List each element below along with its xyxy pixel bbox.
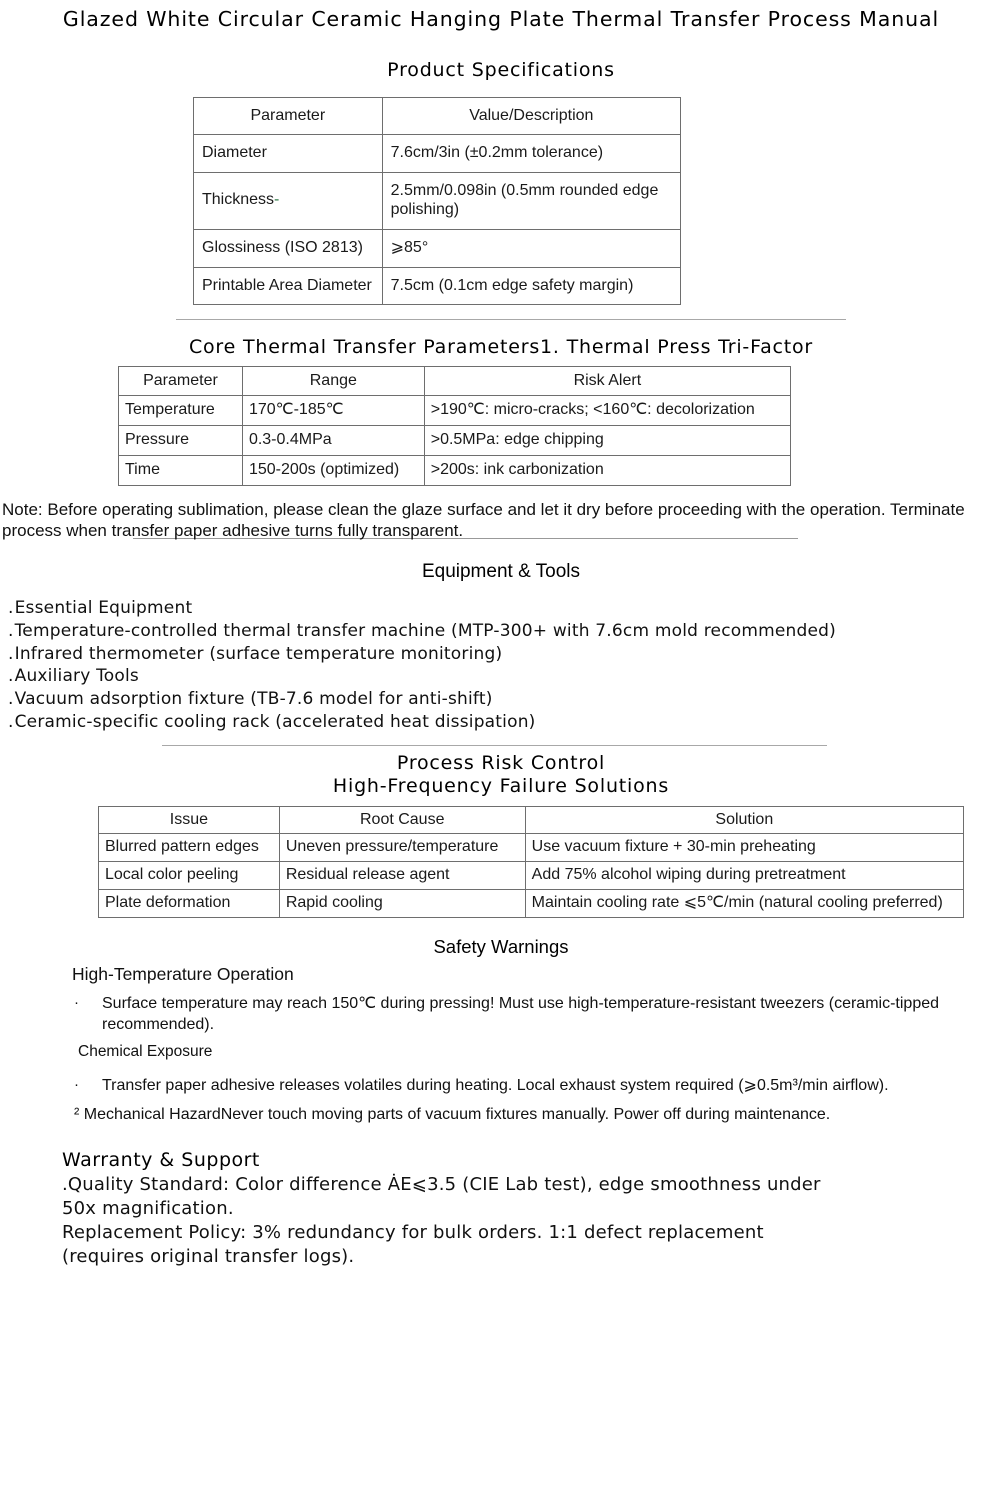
list-item: . Ceramic-specific cooling rack (accelerated heat dissipation): [8, 711, 1002, 734]
cell-solution: Maintain cooling rate ⩽5℃/min (natural cooling preferred): [525, 889, 963, 917]
cell-value: ⩾85°: [382, 229, 680, 267]
column-header: Range: [242, 367, 424, 396]
core-parameters-heading: Core Thermal Transfer Parameters1. Thermal Press Tri-Factor: [188, 336, 814, 359]
cell-parameter: Temperature: [119, 396, 243, 426]
section-risk-control: [0, 752, 1002, 918]
cell-parameter: Thickness-: [194, 172, 383, 229]
safety-bullet: [0, 1075, 1002, 1096]
table-row: [194, 172, 681, 229]
cell-risk: >200s: ink carbonization: [424, 456, 790, 486]
list-item: . Temperature-controlled thermal transfer machine (MTP-300+ with 7.6cm mold recommended): [8, 620, 1002, 643]
cell-range: 150-200s (optimized): [242, 456, 424, 486]
cell-range: 170℃-185℃: [242, 396, 424, 426]
document-title: Glazed White Circular Ceramic Hanging Plate Thermal Transfer Process Manual: [62, 7, 940, 31]
safety-continuation-text: ² Mechanical HazardNever touch moving parts of vacuum fixtures manually. Power off during maintenance.: [74, 1106, 831, 1124]
cell-value: 7.5cm (0.1cm edge safety margin): [382, 267, 680, 305]
cell-parameter: Printable Area Diameter: [194, 267, 383, 305]
bullet-icon: ·: [74, 993, 79, 1011]
table-row: [99, 862, 964, 890]
safety-bullet-text: Surface temperature may reach 150℃ during pressing! Must use high-temperature-resistant tweezers (ceramic-tipped recommended).: [102, 994, 940, 1033]
table-row: [119, 396, 791, 426]
equipment-list: [0, 597, 1002, 733]
cell-solution: Use vacuum fixture + 30-min preheating: [525, 834, 963, 862]
failure-solutions-table: [98, 806, 964, 918]
warranty-line: Replacement Policy: 3% redundancy for bulk orders. 1:1 defect replacement: [62, 1222, 764, 1244]
safety-group-label-high-temperature: High-Temperature Operation: [72, 963, 294, 984]
cell-solution: Add 75% alcohol wiping during pretreatment: [525, 862, 963, 890]
safety-heading: Safety Warnings: [433, 935, 569, 957]
cell-range: 0.3-0.4MPa: [242, 426, 424, 456]
section-warranty: [0, 1149, 1002, 1269]
list-item: . Infrared thermometer (surface temperature monitoring): [8, 643, 1002, 666]
equipment-heading: Equipment & Tools: [421, 561, 581, 583]
warranty-line: (requires original transfer logs).: [62, 1246, 355, 1267]
table-row: [194, 229, 681, 267]
column-header: Root Cause: [279, 807, 525, 834]
table-header-row: [119, 367, 791, 396]
warranty-line: .Quality Standard: Color difference ȦE⩽3.5 (CIE Lab test), edge smoothness under: [62, 1174, 821, 1196]
cell-parameter: Diameter: [194, 135, 383, 173]
specifications-table: [193, 97, 681, 305]
bullet-icon: ·: [74, 1075, 79, 1093]
cell-parameter: Pressure: [119, 426, 243, 456]
specifications-heading: Product Specifications: [387, 59, 615, 81]
cell-root-cause: Residual release agent: [279, 862, 525, 890]
safety-continuation: [0, 1104, 1002, 1125]
section-equipment: [0, 561, 1002, 746]
table-row: [119, 426, 791, 456]
section-safety: [0, 936, 1002, 1125]
cell-root-cause: Rapid cooling: [279, 889, 525, 917]
safety-bullet-text: Transfer paper adhesive releases volatiles during heating. Local exhaust system required (⩾0.5m³/min airflow).: [102, 1076, 889, 1094]
section-specifications: [0, 59, 1002, 320]
cell-risk: >190℃: micro-cracks; <160℃: decolorization: [424, 396, 790, 426]
cell-risk: >0.5MPa: edge chipping: [424, 426, 790, 456]
cell-parameter: Time: [119, 456, 243, 486]
table-row: [99, 834, 964, 862]
column-header: Value/Description: [382, 98, 680, 135]
list-item: . Auxiliary Tools: [8, 665, 1002, 688]
column-header: Parameter: [194, 98, 383, 135]
stray-mark: -: [274, 191, 280, 209]
cell-issue: Blurred pattern edges: [99, 834, 280, 862]
cell-issue: Plate deformation: [99, 889, 280, 917]
table-row: [99, 889, 964, 917]
column-header: Solution: [525, 807, 963, 834]
risk-control-subheading: High-Frequency Failure Solutions: [332, 775, 670, 798]
warranty-line: 50x magnification.: [62, 1198, 234, 1220]
table-row: [194, 135, 681, 173]
table-row: [194, 267, 681, 305]
safety-bullet: [0, 993, 1002, 1035]
cell-issue: Local color peeling: [99, 862, 280, 890]
section-divider: [162, 745, 827, 746]
cell-parameter: Glossiness (ISO 2813): [194, 229, 383, 267]
list-item: . Vacuum adsorption fixture (TB-7.6 model for anti-shift): [8, 688, 1002, 711]
section-divider: [176, 319, 846, 320]
section-core-parameters: [0, 336, 1002, 539]
column-header: Issue: [99, 807, 280, 834]
document-page: [0, 4, 1002, 1504]
cell-value: 2.5mm/0.098in (0.5mm rounded edge polishing): [382, 172, 680, 229]
table-header-row: [99, 807, 964, 834]
table-header-row: [194, 98, 681, 135]
risk-control-heading: Process Risk Control: [396, 752, 606, 775]
column-header: Parameter: [119, 367, 243, 396]
cell-root-cause: Uneven pressure/temperature: [279, 834, 525, 862]
table-row: [119, 456, 791, 486]
warranty-heading: Warranty & Support: [62, 1149, 260, 1172]
column-header: Risk Alert: [424, 367, 790, 396]
list-item: . Essential Equipment: [8, 597, 1002, 620]
core-parameters-note: Note: Before operating sublimation, please clean the glaze surface and let it dry before proceeding with the operation. Terminate process when transfer paper adhesive turns fully transparent.: [2, 500, 965, 540]
safety-group-label-chemical-exposure: Chemical Exposure: [78, 1042, 213, 1060]
warranty-body: [62, 1173, 1002, 1269]
cell-value: 7.6cm/3in (±0.2mm tolerance): [382, 135, 680, 173]
core-parameters-table: [118, 366, 791, 486]
